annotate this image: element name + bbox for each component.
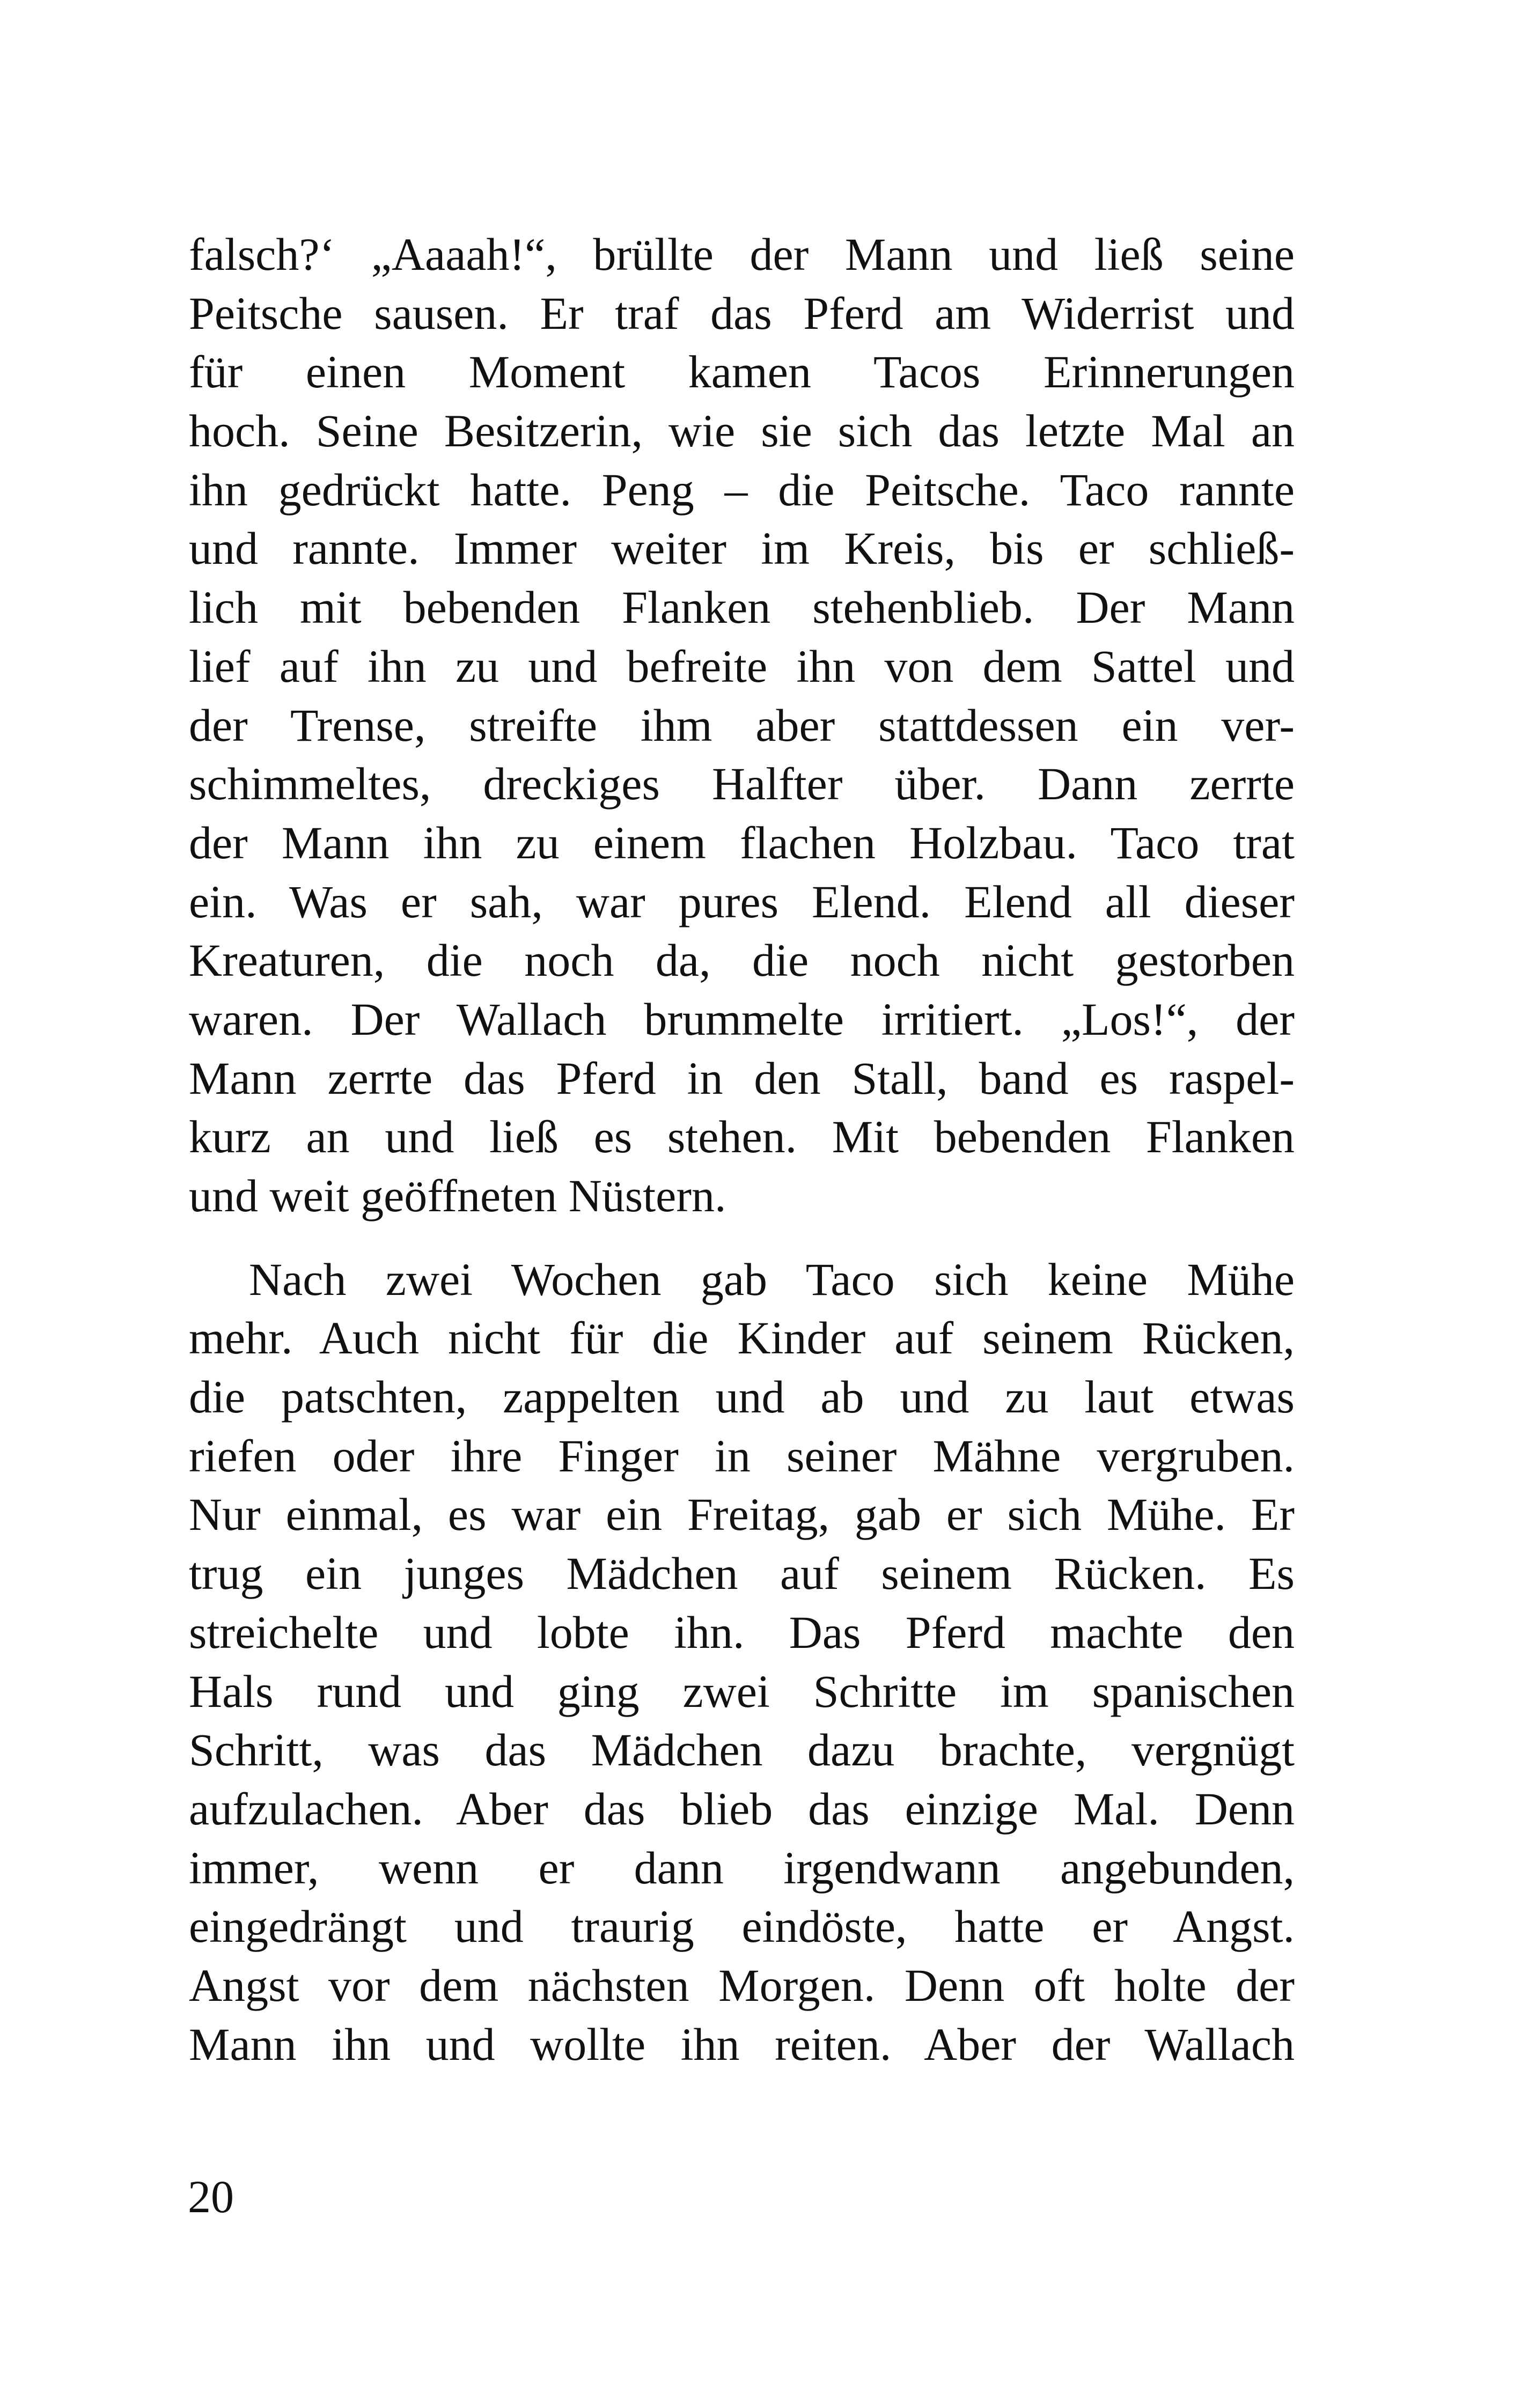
text-line: Nach zwei Wochen gab Taco sich keine Mühe — [249, 1253, 1295, 1305]
text-line: streichelte und lobte ihn. Das Pferd machte den — [189, 1606, 1295, 1658]
text-line: falsch?‘ „Aaaah!“, brüllte der Mann und ließ seine — [189, 229, 1295, 280]
text-line: immer, wenn er dann irgendwann angebunden, — [189, 1842, 1295, 1894]
text-line: hoch. Seine Besitzerin, wie sie sich das letzte Mal an — [189, 405, 1295, 457]
text-line: für einen Moment kamen Tacos Erinnerungen — [189, 346, 1295, 398]
text-line: Nur einmal, es war ein Freitag, gab er sich Mühe. Er — [189, 1489, 1295, 1541]
text-line: Hals rund und ging zwei Schritte im spanischen — [189, 1665, 1295, 1717]
text-line: Angst vor dem nächsten Morgen. Denn oft holte der — [189, 1959, 1295, 2011]
body-text — [189, 225, 1295, 2074]
text-line: der Mann ihn zu einem flachen Holzbau. Taco trat — [189, 816, 1295, 868]
text-line: schimmeltes, dreckiges Halfter über. Dann zerrte — [189, 758, 1295, 810]
text-line: Schritt, was das Mädchen dazu brachte, vergnügt — [189, 1724, 1295, 1776]
text-line: lich mit bebenden Flanken stehenblieb. Der Mann — [189, 581, 1295, 634]
text-line: trug ein junges Mädchen auf seinem Rücken. Es — [189, 1548, 1295, 1600]
paragraph-2 — [189, 1250, 1295, 2074]
text-line: ein. Was er sah, war pures Elend. Elend all dieser — [189, 875, 1295, 927]
page-number: 20 — [188, 2171, 234, 2222]
text-line: Kreaturen, die noch da, die noch nicht gestorben — [189, 934, 1295, 986]
text-line: mehr. Auch nicht für die Kinder auf seinem Rücken, — [189, 1312, 1295, 1364]
text-line: aufzulachen. Aber das blieb das einzige Mal. Denn — [189, 1783, 1295, 1835]
text-line: und weit geöffneten Nüstern. — [189, 1170, 726, 1221]
text-line: Mann zerrte das Pferd in den Stall, band es raspel- — [189, 1052, 1295, 1104]
text-line: Mann ihn und wollte ihn reiten. Aber der Wallach — [189, 2018, 1295, 2070]
text-line: der Trense, streifte ihm aber stattdessen ein ver- — [189, 699, 1295, 751]
text-line: riefen oder ihre Finger in seiner Mähne vergruben. — [189, 1430, 1295, 1482]
text-line: lief auf ihn zu und befreite ihn von dem Sattel und — [189, 640, 1295, 692]
text-line: waren. Der Wallach brummelte irritiert. „Los!“, der — [189, 993, 1295, 1045]
text-line: kurz an und ließ es stehen. Mit bebenden Flanken — [189, 1111, 1295, 1163]
text-line: Peitsche sausen. Er traf das Pferd am Widerrist und — [189, 287, 1295, 339]
paragraph-1 — [189, 225, 1295, 1226]
text-line: die patschten, zappelten und ab und zu laut etwas — [189, 1371, 1295, 1423]
text-line: ihn gedrückt hatte. Peng – die Peitsche. Taco rannte — [189, 463, 1295, 516]
text-line: und rannte. Immer weiter im Kreis, bis er schließ- — [189, 522, 1295, 575]
text-line: eingedrängt und traurig eindöste, hatte er Angst. — [189, 1901, 1295, 1953]
